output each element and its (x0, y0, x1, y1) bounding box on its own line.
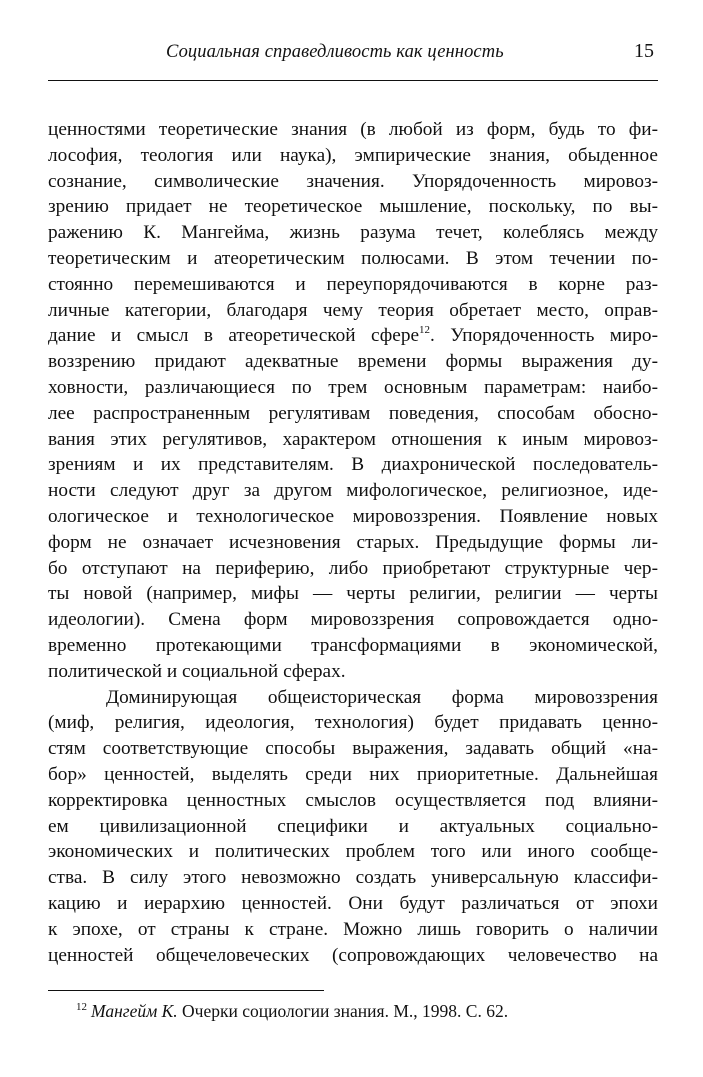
footnote-number: 12 (76, 1001, 87, 1013)
paragraph-1 (48, 117, 658, 685)
text-line: стоянно перемешиваются и переупорядочиваются в корне раз- (48, 273, 658, 295)
running-head (48, 38, 658, 74)
text-line: экономических и политических проблем того или иного сообще- (48, 841, 658, 863)
text-line: к эпохе, от страны к стране. Можно лишь говорить о наличии (48, 918, 658, 940)
text-line: лее распространенным регулятивам поведения, способам обосно- (48, 402, 658, 424)
footnote-author: Мангейм К. (91, 1001, 178, 1021)
line-text: дание и смысл в атеоретической сфере (48, 325, 420, 347)
text-line: лософия, теология или наука), эмпирические знания, обыденное (48, 144, 658, 166)
text-line: ем цивилизационной специфики и актуальных социально- (48, 815, 658, 837)
text-line: бо отступают на периферию, либо приобретают структурные чер- (48, 557, 658, 579)
line-text-tail: . Упорядоченность миро- (430, 325, 658, 347)
footnote-reference[interactable]: 12 (419, 324, 431, 337)
footnote (76, 1000, 656, 1022)
text-line: ховности, различающиеся по трем основным параметрам: наибо- (48, 376, 658, 398)
text-line: кацию и иерархию ценностей. Они будут различаться от эпохи (48, 892, 658, 914)
text-line: (миф, религия, идеология, технология) будет придавать ценно- (48, 712, 658, 734)
text-line: ства. В силу этого невозможно создать универсальную классифи- (48, 867, 658, 889)
text-line: ологическое и технологическое мировоззрения. Появление новых (48, 505, 658, 527)
text-line: бор» ценностей, выделять среди них приоритетные. Дальнейшая (48, 763, 658, 785)
text-line: временно протекающими трансформациями в экономической, (48, 634, 658, 656)
text-line: ценностей общечеловеческих (сопровождающих человечество на (48, 944, 658, 966)
text-line: идеологии). Смена форм мировоззрения сопровождается одно- (48, 609, 658, 631)
running-title: Социальная справедливость как ценность (166, 42, 504, 62)
text-line: зрениям и их представителям. В диахронической последователь- (48, 454, 658, 476)
text-line: зрению придает не теоретическое мышление, поскольку, по вы- (48, 196, 658, 218)
text-line: личные категории, благодаря чему теория обретает место, оправ- (48, 299, 658, 321)
text-line: ности следуют друг за другом мифологическое, религиозное, иде- (48, 480, 658, 502)
footnote-text: Очерки социологии знания. М., 1998. С. 62. (182, 1001, 509, 1021)
text-line: корректировка ценностных смыслов осуществляется под влияни- (48, 789, 658, 811)
text-line: политической и социальной сферах. (48, 660, 346, 682)
text-line: теоретическим и атеоретическим полюсами. В этом течении по- (48, 247, 658, 269)
text-line: сознание, символические значения. Упорядоченность мировоз- (48, 170, 658, 192)
text-line: воззрению придают адекватные времени формы выражения ду- (48, 351, 658, 373)
text-line: Доминирующая общеисторическая форма мировоззрения (106, 686, 658, 708)
text-line: ражению К. Мангейма, жизнь разума течет, колеблясь между (48, 222, 658, 244)
paragraph-2 (48, 685, 658, 969)
footnote-rule (48, 990, 324, 991)
text-line: ты новой (например, мифы — черты религии, религии — черты (48, 583, 658, 605)
text-line: вания этих регулятивов, характером отношения к иным мировоз- (48, 428, 658, 450)
text-line: стям соответствующие способы выражения, задавать общий «на- (48, 738, 658, 760)
page-number: 15 (634, 40, 654, 62)
text-line-with-footnote (48, 323, 658, 349)
body-text (48, 117, 658, 968)
header-rule (48, 80, 658, 81)
text-line: форм не означает исчезновения старых. Предыдущие формы ли- (48, 531, 658, 553)
text-line: ценностями теоретические знания (в любой из форм, будь то фи- (48, 119, 658, 140)
